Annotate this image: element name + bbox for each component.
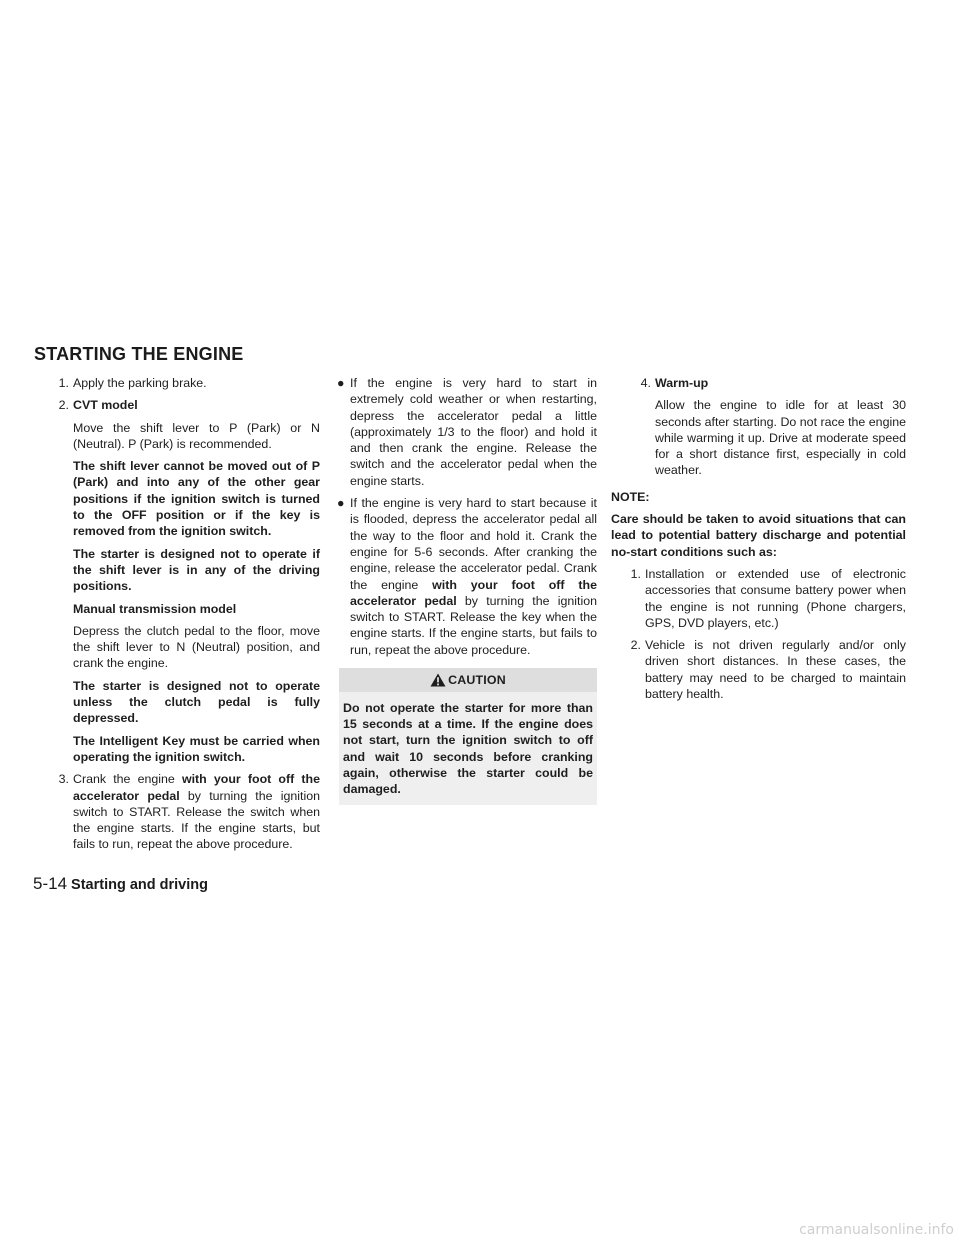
page-number: 5-14 [33, 874, 68, 893]
bullet-item-2 [339, 495, 597, 658]
step-1-text: Apply the parking brake. [73, 376, 207, 390]
note-item-1-text: Installation or extended use of electronic accessories that consume battery power when the engine is not running (Phone chargers, GPS, DVD players, etc.) [645, 566, 906, 630]
step-3 [58, 771, 320, 852]
step-4-title: Warm-up [655, 376, 709, 390]
step-2-number: 2. [58, 398, 69, 413]
step-4 [640, 375, 906, 479]
section-title: STARTING THE ENGINE [34, 344, 244, 364]
bullet-icon: ● [337, 376, 345, 390]
step-3-text-bold: with your foot off the accelerator pedal [73, 772, 320, 803]
step-2-paragraph-3: The starter is designed not to operate if the shift lever is in any of the driving positions. [73, 546, 320, 594]
note-item-1 [630, 566, 906, 631]
note-label: NOTE: [611, 489, 650, 504]
step-3-number: 3. [58, 772, 69, 787]
step-4-number: 4. [640, 376, 651, 390]
manual-transmission-paragraph-3: The Intelligent Key must be carried when operating the ignition switch. [73, 733, 320, 764]
bullet-2-text-c: by turning the ignition switch to START. Release the key when the engine starts. If the engine starts, but fails to run, repeat the above procedure. [350, 593, 597, 657]
caution-title: CAUTION [448, 672, 506, 687]
note-item-2-text: Vehicle is not driven regularly and/or only driven short distances. In these cases, the battery may need to be charged to maintain battery health. [645, 638, 906, 702]
watermark: carmanualsonline.info [799, 1222, 954, 1238]
bullet-2-text-bold: with your foot off the accelerator pedal [350, 577, 597, 608]
bullet-item-1 [339, 375, 597, 489]
chapter-title: Starting and driving [71, 877, 208, 893]
bullet-2-text-a: If the engine is very hard to start because it is flooded, depress the accelerator pedal all the way to the floor and hold it. Crank the engine for 5-6 seconds. After cranking the engine, release the accelerator pedal. Crank the engine [350, 496, 597, 592]
manual-transmission-paragraph-1: Depress the clutch pedal to the floor, move the shift lever to N (Neutral) position, and crank the engine. [73, 623, 320, 671]
note-item-2 [630, 637, 906, 702]
note-item-1-number: 1. [630, 566, 641, 581]
column-3 [611, 375, 906, 708]
step-2-paragraph-1: Move the shift lever to P (Park) or N (Neutral). P (Park) is recommended. [73, 420, 320, 451]
step-3-text-c: by turning the ignition switch to START. Release the switch when the engine starts. If the engine starts, but fails to run, repeat the above procedure. [73, 788, 320, 852]
step-4-text: Allow the engine to idle for at least 30 seconds after starting. Do not race the engine while warming it up. Drive at moderate speed for a short distance first, especially in cold weather. [655, 398, 906, 478]
note-item-2-number: 2. [630, 638, 641, 653]
manual-transmission-paragraph-2: The starter is designed not to operate unless the clutch pedal is fully depressed. [73, 678, 320, 726]
manual-transmission-title: Manual transmission model [73, 601, 237, 616]
note-text: Care should be taken to avoid situations that can lead to potential battery discharge and potential no-start conditions such as: [611, 512, 906, 559]
step-2 [58, 397, 320, 765]
caution-body: Do not operate the starter for more than 15 seconds at a time. If the engine does not start, turn the ignition switch to off and wait 10 seconds before cranking again, otherwise the starter could be damaged. [339, 692, 597, 805]
bullet-1-text: If the engine is very hard to start in extremely cold weather or when restarting, depress the accelerator pedal a little (approximately 1/3 to the floor) and hold it and then crank the engine. Release the switch and the accelerator pedal when the engine starts. [350, 376, 597, 488]
step-1 [58, 375, 320, 391]
column-1 [58, 375, 320, 859]
step-3-text-a: Crank the engine [73, 772, 182, 787]
caution-header [339, 668, 597, 692]
step-1-number: 1. [58, 376, 69, 390]
step-2-paragraph-2: The shift lever cannot be moved out of P (Park) and into any of the other gear positions if the ignition switch is turned to the OFF position or if the key is removed from the ignition switch. [73, 459, 320, 539]
bullet-icon: ● [337, 496, 345, 511]
page-footer [33, 876, 208, 893]
step-2-title: CVT model [73, 398, 138, 413]
warning-triangle-icon [430, 673, 446, 687]
column-2 [339, 375, 597, 805]
